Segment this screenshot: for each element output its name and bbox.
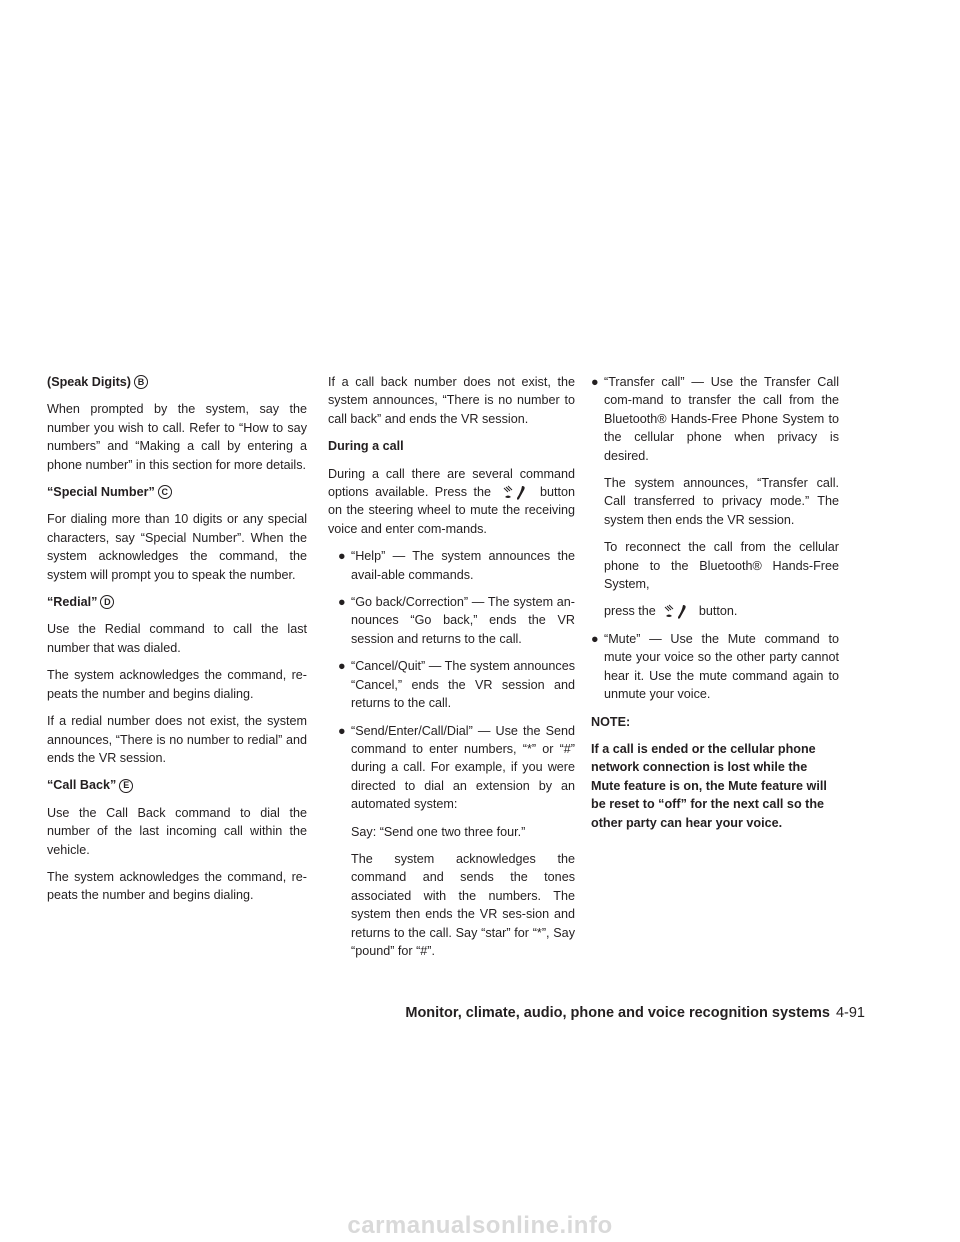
paragraph: The system announces, “Transfer call. Call transferred to privacy mode.” The system then ends the VR session.: [604, 476, 839, 527]
list-item-text: “Cancel/Quit” — The system announces “Cancel,” ends the VR session and returns to the call.: [351, 659, 575, 711]
list-item: [591, 630, 839, 704]
paragraph: The system acknowledges the command and sends the tones associated with the numbers. The system then ends the VR ses-sion and returns to the call. Say “star” for “*”, Say “pound” for “#”.: [351, 851, 575, 958]
heading-text: “Call Back”: [47, 778, 117, 793]
paragraph: [604, 538, 839, 593]
bullet-icon: ●: [591, 631, 599, 646]
list-item: [328, 593, 575, 648]
callout-marker: C: [158, 485, 172, 499]
list-item-text: “Help” — The system announces the avail-able commands.: [351, 549, 575, 582]
text-span: button on the steering wheel to mute the receiving voice and enter com-mands.: [328, 485, 576, 536]
list-item-text: “Transfer call” — Use the Transfer Call com-mand to transfer the call from the Bluetooth® Hands-Free Phone System to the cellular phone when privacy is desired.: [604, 375, 839, 463]
column-right: [591, 373, 839, 841]
column-middle: [328, 373, 575, 969]
list-item: [328, 722, 575, 814]
list-item: [328, 547, 575, 584]
bullet-icon: ●: [591, 375, 599, 389]
paragraph: Use the Redial command to call the last number that was dialed.: [47, 622, 307, 655]
callout-marker: D: [100, 595, 114, 609]
heading-redial: [47, 593, 307, 611]
paragraph: When prompted by the system, say the number you wish to call. Refer to “How to say numbers” and “Making a call by entering a phone number” in this section for more details.: [47, 402, 307, 472]
list-item: [328, 657, 575, 712]
page-number: 4-91: [835, 1005, 865, 1021]
heading-text: “Special Number”: [47, 485, 155, 500]
list-item-text: “Go back/Correction” — The system an-nounces “Go back,” ends the VR session and returns to the call.: [351, 595, 575, 646]
paragraph: The system acknowledges the command, re-peats the number and begins dialing.: [47, 869, 307, 903]
paragraph: If a call back number does not exist, the system announces, “There is no number to call back” and ends the VR session.: [328, 375, 575, 426]
bullet-icon: ●: [338, 595, 346, 610]
callout-marker: E: [119, 779, 133, 793]
list-item: [591, 373, 839, 465]
bullet-icon: ●: [338, 549, 346, 564]
paragraph: [328, 465, 575, 539]
heading-special-number: [47, 483, 307, 501]
text-span: To reconnect the call from the cellular phone to the Bluetooth® Hands-Free System,: [604, 540, 839, 592]
paragraph: Use the Call Back command to dial the number of the last incoming call within the vehicle.: [47, 805, 307, 857]
text-span: press the: [604, 604, 656, 619]
page-footer: [400, 1005, 865, 1021]
talk-button-icon: [663, 604, 691, 620]
list-item-text: “Send/Enter/Call/Dial” — Use the Send command to enter numbers, “*” or “#” during a call. For example, if you were directed to dial an extension by an automated system:: [351, 723, 575, 812]
bullet-icon: ●: [338, 659, 346, 674]
watermark-text: carmanualsonline.info: [347, 1212, 613, 1239]
note-body: If a call is ended or the cellular phone network connection is lost while the Mute feature is on, the Mute feature will be reset to “off” for the next call so the other party can hear your voice.: [591, 741, 827, 830]
paragraph: For dialing more than 10 digits or any special characters, say “Special Number”. When the system acknowledges the command, the system will prompt you to speak the number.: [47, 512, 307, 582]
callout-marker: B: [134, 375, 148, 389]
list-item-text: “Mute” — Use the Mute command to mute your voice so the other party cannot hear it. Use the mute command again to unmute your voice.: [604, 631, 839, 702]
column-left: [47, 373, 307, 914]
bullet-icon: ●: [338, 723, 346, 738]
note-heading: NOTE:: [591, 714, 631, 729]
talk-button-icon: [502, 485, 530, 501]
heading-text: (Speak Digits): [47, 375, 131, 389]
paragraph: The system acknowledges the command, re-peats the number and begins dialing.: [47, 668, 307, 701]
paragraph: Say: “Send one two three four.”: [351, 824, 526, 839]
heading-speak-digits: [47, 373, 307, 391]
heading-during-call: During a call: [328, 439, 404, 454]
section-title: Monitor, climate, audio, phone and voice recognition systems: [405, 1005, 830, 1021]
paragraph: [604, 602, 839, 620]
text-span: During a call there are several command options available. Press the: [328, 466, 575, 500]
heading-text: “Redial”: [47, 595, 98, 610]
paragraph: If a redial number does not exist, the system announces, “There is no number to redial” and ends the VR session.: [47, 714, 307, 765]
heading-call-back: [47, 776, 307, 794]
text-span: button.: [698, 604, 738, 619]
